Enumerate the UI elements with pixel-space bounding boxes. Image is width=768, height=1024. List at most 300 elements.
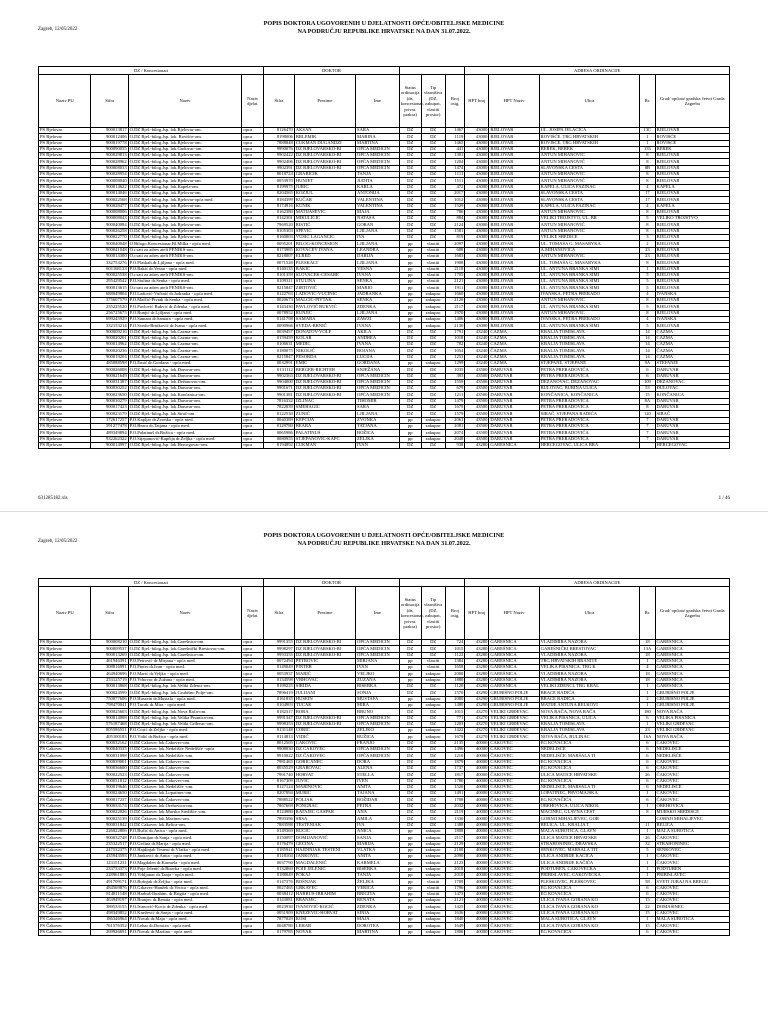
group-header-adresa: ADRESA ORDINACIJE	[465, 579, 730, 587]
table-cell: pp	[399, 671, 421, 677]
table-cell: OPĆA MEDICIN	[356, 165, 400, 171]
table-cell: 4	[640, 184, 655, 190]
table-cell: PS Bjelovar	[39, 677, 91, 683]
table-cell: PS Bjelovar	[39, 266, 91, 272]
table-cell: PALATINUŠ	[294, 430, 355, 436]
table-cell: DZ	[421, 379, 445, 385]
table-cell: 8215847	[264, 285, 295, 291]
table-cell: vlastiti	[421, 658, 445, 664]
table-cell: 5	[640, 272, 655, 278]
table-row	[39, 442, 730, 448]
table-cell: O.DZ Čakovec lok.Čakovec-om.	[128, 740, 242, 746]
table-cell: KAPELA, ULICA FAZINAC	[539, 203, 640, 209]
document-title	[0, 532, 768, 547]
table-cell: 0040389	[264, 417, 295, 423]
table-cell: 7969520	[264, 222, 295, 228]
table-cell: 43270	[465, 715, 489, 721]
table-cell: IVANSKA	[655, 316, 729, 322]
table-cell: 14	[640, 342, 655, 348]
table-cell: PS Bjelovar	[39, 721, 91, 727]
table-cell: BJELOVAR	[489, 285, 539, 291]
table-cell: 43280	[465, 646, 489, 652]
table-cell: PS Čakovec	[39, 872, 91, 878]
table-cell: O.DZ Bjel.-bilog.Jsp. lok.Bjelovar-om.	[128, 153, 242, 159]
table-cell: opca	[242, 891, 264, 897]
table-cell: DZ	[421, 740, 445, 746]
table-cell: ČAKOVEC	[655, 860, 729, 866]
table-cell: PS Bjelovar	[39, 298, 91, 304]
table-cell: P.O.Bučić dr.Anica - opća med.	[128, 828, 242, 834]
document-title	[0, 20, 768, 35]
table-cell: 18	[640, 677, 655, 683]
table-cell: 900008043	[91, 216, 128, 222]
table-cell: opca	[242, 266, 264, 272]
table-cell: 8207094	[264, 791, 295, 797]
table-cell: ROVIŠĆE	[655, 134, 729, 140]
table-cell: 43000	[465, 279, 489, 285]
table-cell: 805586551	[91, 728, 128, 734]
table-cell: PS Bjelovar	[39, 285, 91, 291]
table-cell: 235322517	[91, 841, 128, 847]
table-cell: 233733373	[91, 866, 128, 872]
table-cell: 43000	[465, 134, 489, 140]
table-cell: 498349852	[91, 910, 128, 916]
table-cell: 8	[640, 260, 655, 266]
table-cell: 40000	[465, 923, 489, 929]
table-cell: PS Bjelovar	[39, 715, 91, 721]
table-cell: 40000	[465, 740, 489, 746]
table-cell: P.O.Pinter dr.Ivan - opća med.	[128, 665, 242, 671]
table-cell: 6	[640, 765, 655, 771]
table-cell: EG KOVAČIĆA	[539, 765, 640, 771]
table-cell: 1422	[445, 728, 465, 734]
table-cell: RISTIĆ	[294, 222, 355, 228]
table-cell: 40000	[465, 747, 489, 753]
table-cell: pp	[399, 677, 421, 683]
table-cell: PODTUREN	[655, 866, 729, 872]
table-cell: LUCIJA	[356, 354, 400, 360]
table-cell: VELIKI GRĐEVAC	[489, 728, 539, 734]
table-cell: PS Bjelovar	[39, 140, 91, 146]
table-cell: 26	[640, 835, 655, 841]
table-cell: DZ	[421, 348, 445, 354]
table-cell: 1520	[445, 784, 465, 790]
table-cell: ŠTEFANJE	[655, 360, 729, 366]
table-cell: opca	[242, 172, 264, 178]
table-cell: opca	[242, 879, 264, 885]
table-cell: PS Čakovec	[39, 910, 91, 916]
table-cell: 226822806	[91, 828, 128, 834]
table-cell: ČAKOVEC	[489, 872, 539, 878]
table-cell: PS Bjelovar	[39, 690, 91, 696]
table-cell: 1491	[445, 791, 465, 797]
table-cell: BJELOVAR	[489, 241, 539, 247]
table-cell: 9991347	[264, 715, 295, 721]
table-cell: 771	[445, 715, 465, 721]
table-cell: 786	[445, 209, 465, 215]
table-cell: ZUNIĆ	[294, 411, 355, 417]
table-cell: DZ ČAKOVEC	[294, 753, 355, 759]
table-cell: P.O.Stulina dr.Senka - opća med.	[128, 279, 242, 285]
table-cell: P.O.Rakić dr.Vesna - opća med.	[128, 266, 242, 272]
table-cell: O.DZ Bjel.-bilog.Jsp. lok.Veliki Grđevac-om.	[128, 721, 242, 727]
table-cell: opca	[242, 652, 264, 658]
table-cell: IVANSKA, PETRA PRERADO	[539, 291, 640, 297]
table-cell: 256725675	[91, 310, 128, 316]
table-cell: BJELOVAR	[655, 197, 729, 203]
table-cell: DZ	[421, 203, 445, 209]
table-cell: P.O.Ćorić dr.Željko - opća med.	[128, 728, 242, 734]
table-cell: 2097	[445, 241, 465, 247]
table-cell: ČAZMA	[655, 342, 729, 348]
table-cell: 8	[640, 405, 655, 411]
table-cell: O.DZ Bjel.-bilog.Jsp. lok.Hercegovac-om.	[128, 442, 242, 448]
table-cell: POJE JELENIĆ	[294, 866, 355, 872]
table-cell: DARUVAR	[655, 398, 729, 404]
table-cell: P.O.Harbuš-Ibrahim. dr.Brigita - opća med.	[128, 891, 242, 897]
table-cell: PS Bjelovar	[39, 209, 91, 215]
group-header-dz: DZ / Koncesionari	[39, 67, 264, 75]
table-cell: RUŽICA	[356, 734, 400, 740]
table-cell: DZ	[399, 222, 421, 228]
table-cell: opca	[242, 134, 264, 140]
table-cell: SMEHAGIĆ	[294, 405, 355, 411]
table-cell: PS Čakovec	[39, 784, 91, 790]
table-cell: DZ BJELOVARSKO-BI	[294, 146, 355, 152]
table-cell: ČAZMA	[489, 335, 539, 341]
table-cell: zakupac	[421, 847, 445, 853]
table-cell: 900032162	[91, 740, 128, 746]
table-cell: P.O.Bošnjak dr.Željka - opća med.	[128, 879, 242, 885]
table-cell: 3	[640, 235, 655, 241]
table-cell: 0180075	[264, 348, 295, 354]
table-cell: 8	[640, 298, 655, 304]
table-cell: 8198006	[264, 134, 295, 140]
table-cell: 2000	[445, 671, 465, 677]
table-cell: opca	[242, 929, 264, 935]
table-cell: DZ BJELOVARSKO-BI	[294, 640, 355, 646]
table-cell: BJELOVAR	[655, 279, 729, 285]
table-cell: DZ	[399, 816, 421, 822]
table-cell: DZ	[421, 216, 445, 222]
table-cell: P.O.Janković dr.Anita - opća med.	[128, 854, 242, 860]
table-cell: 1737	[445, 765, 465, 771]
table-cell: JANKOVIĆ	[294, 854, 355, 860]
table-cell: opca	[242, 759, 264, 765]
table-cell: NEDELIŠĆE	[655, 747, 729, 753]
table-cell: PS Bjelovar	[39, 696, 91, 702]
table-cell: 40000	[465, 917, 489, 923]
table-cell: 2081	[445, 423, 465, 429]
table-cell: BELICA	[655, 822, 729, 828]
table-cell: VELIKA PIŠANICA, TRG K	[539, 665, 640, 671]
table-cell: O.DZ Bjel.-bilog.Jsp. lok.Garešnica-om.	[128, 652, 242, 658]
table-cell: BJELOVAR	[489, 316, 539, 322]
table-cell: HAJDINJAK TESTENI	[294, 847, 355, 853]
table-cell: ĆORIĆ	[294, 728, 355, 734]
table-cell: 7	[640, 430, 655, 436]
table-cell: opca	[242, 835, 264, 841]
table-cell: DZ	[399, 159, 421, 165]
table-cell: DARUVAR	[489, 386, 539, 392]
table-cell: DZ	[421, 797, 445, 803]
table-cell: PS Čakovec	[39, 898, 91, 904]
table-cell: 1	[640, 721, 655, 727]
table-cell: BULOVAC, BURINA ULICA	[539, 386, 640, 392]
table-cell: MARIO	[356, 285, 400, 291]
table-cell: 9998353	[264, 721, 295, 727]
table-cell: 0143081	[264, 898, 295, 904]
table-cell: opca	[242, 323, 264, 329]
table-cell: 900014622	[91, 184, 128, 190]
table-cell: PS Bjelovar	[39, 190, 91, 196]
table-cell: BJELOVAR	[655, 285, 729, 291]
table-cell: opca	[242, 405, 264, 411]
table-cell: VELIKI GRĐEVAC	[655, 728, 729, 734]
table-cell: pp	[399, 658, 421, 664]
table-cell: 7883588	[264, 822, 295, 828]
table-cell: BILOG-KONCESION	[294, 241, 355, 247]
table-cell: 1301	[445, 153, 465, 159]
table-cell: pp	[399, 260, 421, 266]
table-cell: ALENA	[356, 765, 400, 771]
table-cell: 43000	[465, 190, 489, 196]
table-cell: 8	[640, 310, 655, 316]
table-cell: BEARA	[294, 423, 355, 429]
table-cell: zakupac	[421, 423, 445, 429]
table-cell: PS Bjelovar	[39, 348, 91, 354]
table-cell: opca	[242, 740, 264, 746]
table-cell: PS Čakovec	[39, 772, 91, 778]
table-cell: 1035	[445, 367, 465, 373]
table-cell: 4	[640, 665, 655, 671]
table-cell: VLADIMIRA NAZORA	[539, 640, 640, 646]
table-cell: 6	[640, 784, 655, 790]
table-cell: GORAN	[356, 222, 400, 228]
table-cell: PS Bjelovar	[39, 247, 91, 253]
table-cell: PETRA PRERADOVIĆA	[539, 367, 640, 373]
table-cell: DZ	[399, 442, 421, 448]
table-cell: 40000	[465, 904, 489, 910]
table-cell: PS Bjelovar	[39, 323, 91, 329]
table-cell: PS Bjelovar	[39, 436, 91, 442]
table-cell: MALČIĆ-PIVTAK	[294, 298, 355, 304]
table-cell: PS Bjelovar	[39, 165, 91, 171]
table-cell: PINTER	[294, 665, 355, 671]
table-cell: DZ BJELOVARSKO-BI	[294, 153, 355, 159]
table-cell: 43270	[465, 721, 489, 727]
table-cell: 1406	[445, 316, 465, 322]
table-cell: P.O.Ladović-Vučinić dr.Jadranka - opća med.	[128, 291, 242, 297]
table-cell: pp	[399, 891, 421, 897]
table-cell: DZ	[399, 197, 421, 203]
column-header: Grad/ općina/ gradska četvrt Grada Zagreba	[655, 75, 729, 128]
table-cell: 0071528	[264, 260, 295, 266]
table-cell: ANA	[356, 810, 400, 816]
table-cell: 43240	[465, 342, 489, 348]
table-cell: BJELOVAR	[489, 216, 539, 222]
table-cell: opca	[242, 778, 264, 784]
table-cell: DZ	[399, 172, 421, 178]
table-cell: GRABOVAC	[294, 765, 355, 771]
table-cell: PETRA PRERADOVIĆA	[539, 398, 640, 404]
title-line-1: POPIS DOKTORA UGOVORENIH U DJELATNOSTI OPĆE/OBITELJSKE MEDICINE	[263, 20, 505, 27]
table-cell: KUNIK	[294, 203, 355, 209]
table-cell: 8167309	[264, 778, 295, 784]
table-cell: DZ	[399, 810, 421, 816]
table-cell: KRALJA TOMISLAVA	[539, 335, 640, 341]
table-cell: 8218007	[264, 253, 295, 259]
table-cell: PS Bjelovar	[39, 373, 91, 379]
table-cell: OPĆA MEDICIN	[356, 146, 400, 152]
table-cell: opca	[242, 417, 264, 423]
table-cell: opca	[242, 379, 264, 385]
table-cell: BJELOVAR	[655, 247, 729, 253]
table-cell: PS Bjelovar	[39, 153, 91, 159]
table-cell: DARUVAR	[655, 417, 729, 423]
table-cell: O.r.sati za adres atelt FENIKS-om.	[128, 247, 242, 253]
column-header: HPT Naziv	[489, 75, 539, 128]
table-cell: 798470041	[91, 702, 128, 708]
table-cell: BJELOVAR	[655, 272, 729, 278]
table-cell: 900022568	[91, 197, 128, 203]
table-cell: zakupac	[421, 436, 445, 442]
table-cell: 900008006	[91, 209, 128, 215]
table-cell: opca	[242, 235, 264, 241]
table-cell: 1	[640, 854, 655, 860]
table-cell: DARUVAR	[489, 367, 539, 373]
table-cell: opca	[242, 354, 264, 360]
table-cell: TUCAK	[294, 702, 355, 708]
table-cell: vlastiti	[421, 665, 445, 671]
table-cell: 6	[640, 367, 655, 373]
table-cell: BJELOVAR	[655, 178, 729, 184]
table-cell: opca	[242, 253, 264, 259]
table-cell: 900008033	[91, 165, 128, 171]
table-cell: DEŽANOVAC	[655, 379, 729, 385]
table-cell: DZ	[399, 759, 421, 765]
column-header: Prezime	[294, 587, 355, 640]
table-cell: 1679	[445, 405, 465, 411]
table-cell: 43000	[465, 285, 489, 291]
table-cell: 1636	[445, 910, 465, 916]
table-cell: 0118104	[264, 854, 295, 860]
table-cell: PS Bjelovar	[39, 658, 91, 664]
table-cell: OPĆA MEDICIN	[356, 159, 400, 165]
table-cell: BISERKA	[356, 684, 400, 690]
table-cell: HERCEGOVAC	[655, 442, 729, 448]
table-cell: 13A	[640, 646, 655, 652]
table-cell: opca	[242, 423, 264, 429]
table-cell: OREHOVICA	[655, 803, 729, 809]
table-cell: NIKOLIĆ	[294, 348, 355, 354]
table-cell: ČAKOVEC	[489, 759, 539, 765]
table-cell: 2	[640, 241, 655, 247]
table-cell: 8	[640, 172, 655, 178]
table-cell: DZ BJELOVARSKO-BI	[294, 652, 355, 658]
table-cell: LOPATINEC, PRVOMAJSKA	[539, 791, 640, 797]
table-row	[39, 929, 730, 935]
table-cell: BJELOVAR	[655, 304, 729, 310]
table-cell: 900019204	[91, 354, 128, 360]
table-cell: TRG HRVATSKIH BRANITE	[539, 658, 640, 664]
table-cell: pp	[399, 872, 421, 878]
table-cell: 1	[640, 684, 655, 690]
table-cell: 405100183	[91, 734, 128, 740]
table-cell: 7822839	[264, 405, 295, 411]
table-cell: 8	[640, 153, 655, 159]
table-cell: opca	[242, 917, 264, 923]
table-cell: 7991740	[264, 772, 295, 778]
table-cell: SINIA	[356, 910, 400, 916]
table-cell: O.DZ Bjel.-bilog.Jsp. lok.Bjelovar-om.	[128, 209, 242, 215]
table-cell: zakupac	[421, 866, 445, 872]
table-cell: 761576352	[91, 923, 128, 929]
table-cell: DARUVAR	[489, 436, 539, 442]
table-cell: KRALJA TOMISLAVA	[539, 348, 640, 354]
table-cell: NOVA RAČA, NOVA RAČA	[539, 709, 640, 715]
table-cell: 0122763	[264, 291, 295, 297]
table-cell: DZ	[399, 146, 421, 152]
table-cell: 1581	[445, 228, 465, 234]
table-cell: opca	[242, 860, 264, 866]
table-cell: 1012	[445, 197, 465, 203]
table-cell: opca	[242, 272, 264, 278]
table-cell: PONGRAC	[294, 803, 355, 809]
table-cell: 1817	[445, 772, 465, 778]
table-cell: pp	[399, 310, 421, 316]
table-cell: DARUVAR	[489, 430, 539, 436]
table-cell: TESTENIAK	[294, 822, 355, 828]
table-cell: DZ	[421, 228, 445, 234]
table-cell: DZ	[421, 146, 445, 152]
table-cell: DZ	[399, 392, 421, 398]
table-cell: 375607579	[91, 298, 128, 304]
table-cell: PS Bjelovar	[39, 159, 91, 165]
table-cell: PS Čakovec	[39, 929, 91, 935]
table-cell: DZ BJELOVARSKO-BI	[294, 373, 355, 379]
table-cell: SONJA	[356, 690, 400, 696]
table-cell: opca	[242, 721, 264, 727]
table-cell: PS Čakovec	[39, 797, 91, 803]
table-cell: pp	[399, 904, 421, 910]
table-cell: DZ	[421, 442, 445, 448]
table-cell: 8B	[640, 165, 655, 171]
table-cell: zakupac	[421, 310, 445, 316]
table-cell: VLATKA	[356, 847, 400, 853]
table-cell: DONATOV-VOLF	[294, 329, 355, 335]
table-cell: 43000	[465, 172, 489, 178]
table-cell: PS Čakovec	[39, 923, 91, 929]
table-cell: BORA	[294, 709, 355, 715]
table-cell: 0037790	[264, 860, 295, 866]
table-cell: O.DZ Bjel.-bilog.Jsp. lok.Čazma-om.	[128, 354, 242, 360]
table-cell: 0020673	[264, 298, 295, 304]
table-cell: 1	[640, 140, 655, 146]
table-cell: GAREŠNICA	[489, 652, 539, 658]
table-cell: BJELOVAR	[489, 228, 539, 234]
table-cell: 2010	[445, 872, 465, 878]
table-cell: O.r.sati za adres atelt FENIKS-om.	[128, 285, 242, 291]
table-cell: zakupac	[421, 323, 445, 329]
table-cell: SLAVONSKA CESTA	[539, 190, 640, 196]
table-cell: 1796	[445, 885, 465, 891]
table-cell: BOŽIDAR	[356, 797, 400, 803]
table-cell: 8199225	[264, 684, 295, 690]
table-cell: opca	[242, 753, 264, 759]
table-cell: ANTUN MIHANOVIĆ	[539, 228, 640, 234]
table-cell: KONČANICA, KONČANICA	[539, 392, 640, 398]
